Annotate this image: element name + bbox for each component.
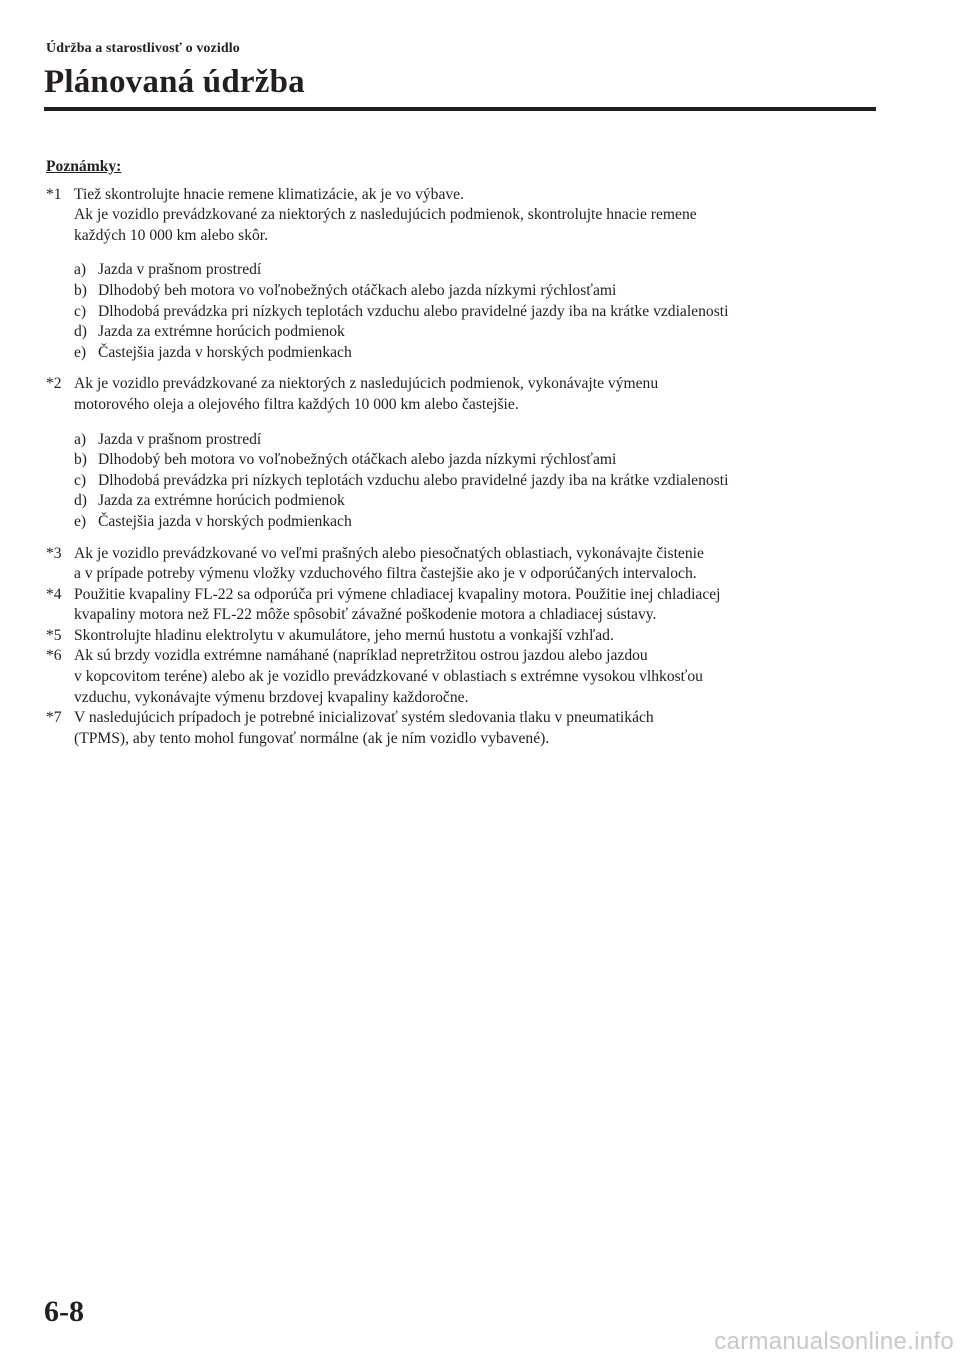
condition-text: Dlhodobý beh motora vo voľnobežných otáčkach alebo jazda nízkymi rýchlosťami: [98, 281, 617, 299]
condition-item: [74, 322, 886, 343]
condition-text: Častejšia jazda v horských podmienkach: [98, 512, 352, 530]
condition-item: [74, 302, 886, 323]
condition-text: Jazda za extrémne horúcich podmienok: [98, 323, 345, 341]
notes-heading: Poznámky:: [46, 158, 122, 175]
note-marker: *4: [46, 585, 62, 603]
note-line: v kopcovitom teréne) alebo ak je vozidlo prevádzkované v oblastiach s extrémne vysokou vlhkosťou: [74, 668, 703, 686]
note-line: Ak sú brzdy vozidla extrémne namáhané (napríklad nepretržitou ostrou jazdou alebo jazdou: [74, 647, 648, 665]
condition-marker: e): [74, 343, 87, 361]
note-line: Ak je vozidlo prevádzkované vo veľmi prašných alebo piesočnatých oblastiach, vykonávajte čistenie: [74, 544, 704, 562]
title-underline: [44, 107, 876, 111]
condition-text: Jazda za extrémne horúcich podmienok: [98, 492, 345, 510]
condition-item: [74, 281, 886, 302]
note-2: [46, 374, 886, 543]
note-line: a v prípade potreby výmenu vložky vzduchového filtra častejšie ako je v odporúčaných intervaloch.: [74, 565, 697, 583]
condition-item: [74, 430, 886, 451]
condition-item: [74, 512, 886, 533]
note-1: [46, 185, 886, 375]
note-line: Použitie kvapaliny FL-22 sa odporúča pri výmene chladiacej kvapaliny motora. Použitie inej chladiacej: [74, 585, 721, 603]
note-line: Skontrolujte hladinu elektrolytu v akumulátore, jeho mernú hustotu a vonkajší vzhľad.: [74, 626, 614, 644]
condition-item: [74, 260, 886, 281]
note-body: [74, 646, 886, 708]
condition-marker: e): [74, 512, 87, 530]
notes-section: [46, 157, 886, 749]
note-marker: *5: [46, 626, 62, 644]
note-body: [74, 708, 886, 749]
condition-marker: b): [74, 281, 87, 299]
note-4: [46, 585, 886, 626]
section-label: Údržba a starostlivosť o vozidlo: [46, 41, 240, 56]
note-marker: *7: [46, 709, 62, 727]
condition-text: Jazda v prašnom prostredí: [98, 261, 262, 279]
note-marker: *3: [46, 544, 62, 562]
condition-text: Dlhodobý beh motora vo voľnobežných otáčkach alebo jazda nízkymi rýchlosťami: [98, 451, 617, 469]
watermark: carmanualsonline.info: [714, 1328, 954, 1355]
condition-item: [74, 491, 886, 512]
condition-text: Jazda v prašnom prostredí: [98, 430, 262, 448]
condition-marker: a): [74, 261, 87, 279]
note-line: Ak je vozidlo prevádzkované za niektorých z nasledujúcich podmienok, skontrolujte hnacie remene: [74, 206, 697, 224]
note-body: [74, 544, 886, 585]
note-body: [74, 626, 886, 647]
condition-text: Častejšia jazda v horských podmienkach: [98, 343, 352, 361]
condition-item: [74, 471, 886, 492]
page-title: Plánovaná údržba: [44, 64, 305, 100]
note-body: [74, 185, 886, 375]
condition-marker: d): [74, 492, 87, 510]
condition-marker: d): [74, 323, 87, 341]
condition-marker: c): [74, 471, 87, 489]
note-line: Tiež skontrolujte hnacie remene klimatizácie, ak je vo výbave.: [74, 185, 464, 203]
page-number: 6-8: [44, 1295, 84, 1328]
note-body: [74, 585, 886, 626]
condition-marker: c): [74, 302, 87, 320]
condition-item: [74, 450, 886, 471]
note-body: [74, 374, 886, 543]
condition-text: Dlhodobá prevádzka pri nízkych teplotách vzduchu alebo pravidelné jazdy iba na krátke vzdialenosti: [98, 471, 729, 489]
note-marker: *1: [46, 185, 62, 203]
note-marker: *6: [46, 647, 62, 665]
condition-text: Dlhodobá prevádzka pri nízkych teplotách vzduchu alebo pravidelné jazdy iba na krátke vzdialenosti: [98, 302, 729, 320]
note-marker: *2: [46, 375, 62, 393]
note-7: [46, 708, 886, 749]
note-line: Ak je vozidlo prevádzkované za niektorých z nasledujúcich podmienok, vykonávajte výmenu: [74, 375, 659, 393]
note-line: kvapaliny motora než FL-22 môže spôsobiť závažné poškodenie motora a chladiacej sústavy.: [74, 606, 657, 624]
note-line: vzduchu, vykonávajte výmenu brzdovej kvapaliny každoročne.: [74, 688, 469, 706]
condition-marker: a): [74, 430, 87, 448]
note-5: [46, 626, 886, 647]
note-line: (TPMS), aby tento mohol fungovať normálne (ak je ním vozidlo vybavené).: [74, 729, 550, 747]
condition-item: [74, 343, 886, 364]
note-line: každých 10 000 km alebo skôr.: [74, 226, 269, 244]
condition-marker: b): [74, 451, 87, 469]
note-3: [46, 544, 886, 585]
note-line: V nasledujúcich prípadoch je potrebné inicializovať systém sledovania tlaku v pneumatikách: [74, 709, 654, 727]
note-6: [46, 646, 886, 708]
conditions-list: [74, 430, 886, 533]
conditions-list: [74, 260, 886, 363]
note-line: motorového oleja a olejového filtra každých 10 000 km alebo častejšie.: [74, 395, 519, 413]
